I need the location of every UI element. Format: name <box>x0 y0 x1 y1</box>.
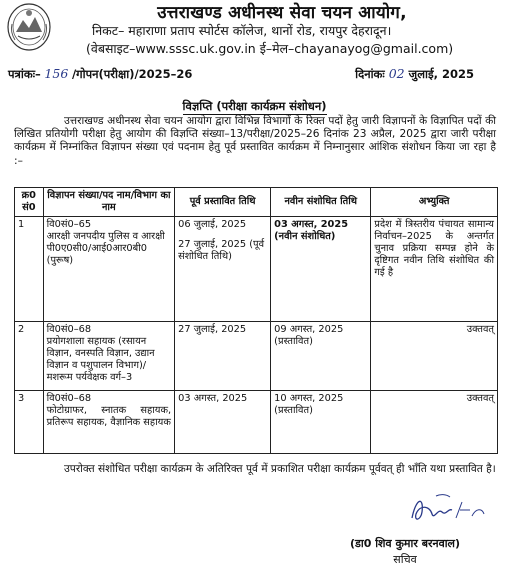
advertisement-number: वि0सं0–68 <box>46 324 92 335</box>
header-new-date: नवीन संशोधित तिथि <box>271 188 371 217</box>
cell-serial: 3 <box>15 391 44 454</box>
intro-paragraph: उत्तराखण्ड अधीनस्थ सेवा चयन आयोग द्वारा विभिन्न विभागों के रिक्त पदों हेतु जारी विज्ञापनों के विज्ञापित पदों की लिखित प्रतियोगी परीक्षा हेतु आयोग की विज्ञप्ति संख्या–13/परीक्षा/2025–26 दिनांक 23 अप्रैल, 2025 द्वारा जारी परीक्षा कार्यक्रम में निम्नांकित विज्ञापन संख्या एवं पदनाम हेतु पूर्व प्रस्तावित कार्यक्रम में निम्नानुसार आंशिक संशोधन किया जा रहा है :– <box>14 115 496 167</box>
cell-remark: उक्तवत् <box>371 322 498 391</box>
uttarakhand-emblem-icon <box>6 2 52 52</box>
cell-serial: 2 <box>15 322 44 391</box>
signature-icon <box>406 488 496 528</box>
signatory-name: (डा0 शिव कुमार बरनवाल) <box>349 537 461 550</box>
cell-remark: प्रदेश में त्रिस्तरीय पंचायत सामान्य निर्वाचन–2025 के अन्तर्गत चुनाव प्रक्रिया सम्पन्न होने के दृष्टिगत नवीन तिथि संशोधित की गई है <box>371 217 498 322</box>
organisation-website-email: (वेबसाइट–www.sssc.uk.gov.in ई–मेल–chayanayog@gmail.com) <box>86 41 454 56</box>
cell-new-date: 09 अगस्त, 2025 (प्रस्तावित) <box>271 322 371 391</box>
cell-serial: 1 <box>15 217 44 322</box>
table-row <box>15 217 498 322</box>
closing-paragraph: उपरोक्त संशोधित परीक्षा कार्यक्रम के अतिरिक्त पूर्व में प्रकाशित परीक्षा कार्यक्रम पूर्ववत् ही भाँति यथा प्रस्तावित है। <box>64 463 496 475</box>
letter-date-day-handwritten: 02 <box>388 66 405 81</box>
letterhead <box>0 0 509 64</box>
notice-title <box>0 99 509 114</box>
cell-advertisement <box>43 322 175 391</box>
table-row <box>15 322 498 391</box>
notice-title-text: विज्ञप्ति (परीक्षा कार्यक्रम संशोधन) <box>182 99 327 113</box>
letter-date-rest: जुलाई, 2025 <box>408 67 474 81</box>
cell-advertisement <box>43 217 175 322</box>
cell-previous-date <box>175 217 271 322</box>
advertisement-number: वि0सं0–68 <box>46 393 92 404</box>
organisation-address: निकट– महाराणा प्रताप स्पोर्टस कॉलेज, थानों रोड, रायपुर देहरादून। <box>92 23 392 38</box>
table-row <box>15 391 498 454</box>
cell-advertisement <box>43 391 175 454</box>
organisation-name: उत्तराखण्ड अधीनस्थ सेवा चयन आयोग, <box>157 3 407 23</box>
previous-date-second: 27 जुलाई, 2025 (पूर्व संशोधित तिथि) <box>178 239 265 262</box>
cell-remark: उक्तवत् <box>371 391 498 454</box>
cell-previous-date: 27 जुलाई, 2025 <box>175 322 271 391</box>
post-name: प्रयोगशाला सहायक (रसायन विज्ञान, वनस्पति विज्ञान, उद्यान विज्ञान व पशुपालन विभाग)/मशरूम पर्यवेक्षक वर्ग–3 <box>46 336 155 383</box>
cell-new-date: 03 अगस्त, 2025 (नवीन संशोधित) <box>271 217 371 322</box>
post-name: आरक्षी जनपदीय पुलिस व आरक्षी पी0ए0सी0/आई0आर0बी0 (पुरूष) <box>46 231 165 266</box>
post-name: फोटोग्राफर, स्नातक सहायक, प्रतिरूप सहायक, वैज्ञानिक सहायक <box>46 405 172 428</box>
letter-number <box>8 66 192 82</box>
table-header-row <box>15 188 498 217</box>
cell-new-date: 10 अगस्त, 2025 (प्रस्तावित) <box>271 391 371 454</box>
letter-number-handwritten: 156 <box>44 66 69 81</box>
cell-previous-date: 03 अगस्त, 2025 <box>175 391 271 454</box>
previous-date-first: 06 जुलाई, 2025 <box>178 219 247 230</box>
reference-line <box>8 66 502 84</box>
header-previous-date: पूर्व प्रस्तावित तिथि <box>175 188 271 217</box>
advertisement-number: वि0सं0–65 <box>46 219 92 230</box>
header-remark: अभ्युक्ति <box>371 188 498 217</box>
header-serial: क्र0 सं0 <box>15 188 44 217</box>
letter-date-label: दिनांकः <box>355 67 385 81</box>
header-advertisement: विज्ञापन संख्या/पद नाम/विभाग का नाम <box>43 188 175 217</box>
signatory-designation: सचिव <box>393 553 417 566</box>
exam-schedule-table <box>14 187 498 454</box>
letter-date <box>355 66 474 82</box>
letter-number-suffix: /गोपन(परीक्षा)/2025–26 <box>71 67 193 81</box>
letter-number-label: पत्रांकः– <box>8 67 41 81</box>
